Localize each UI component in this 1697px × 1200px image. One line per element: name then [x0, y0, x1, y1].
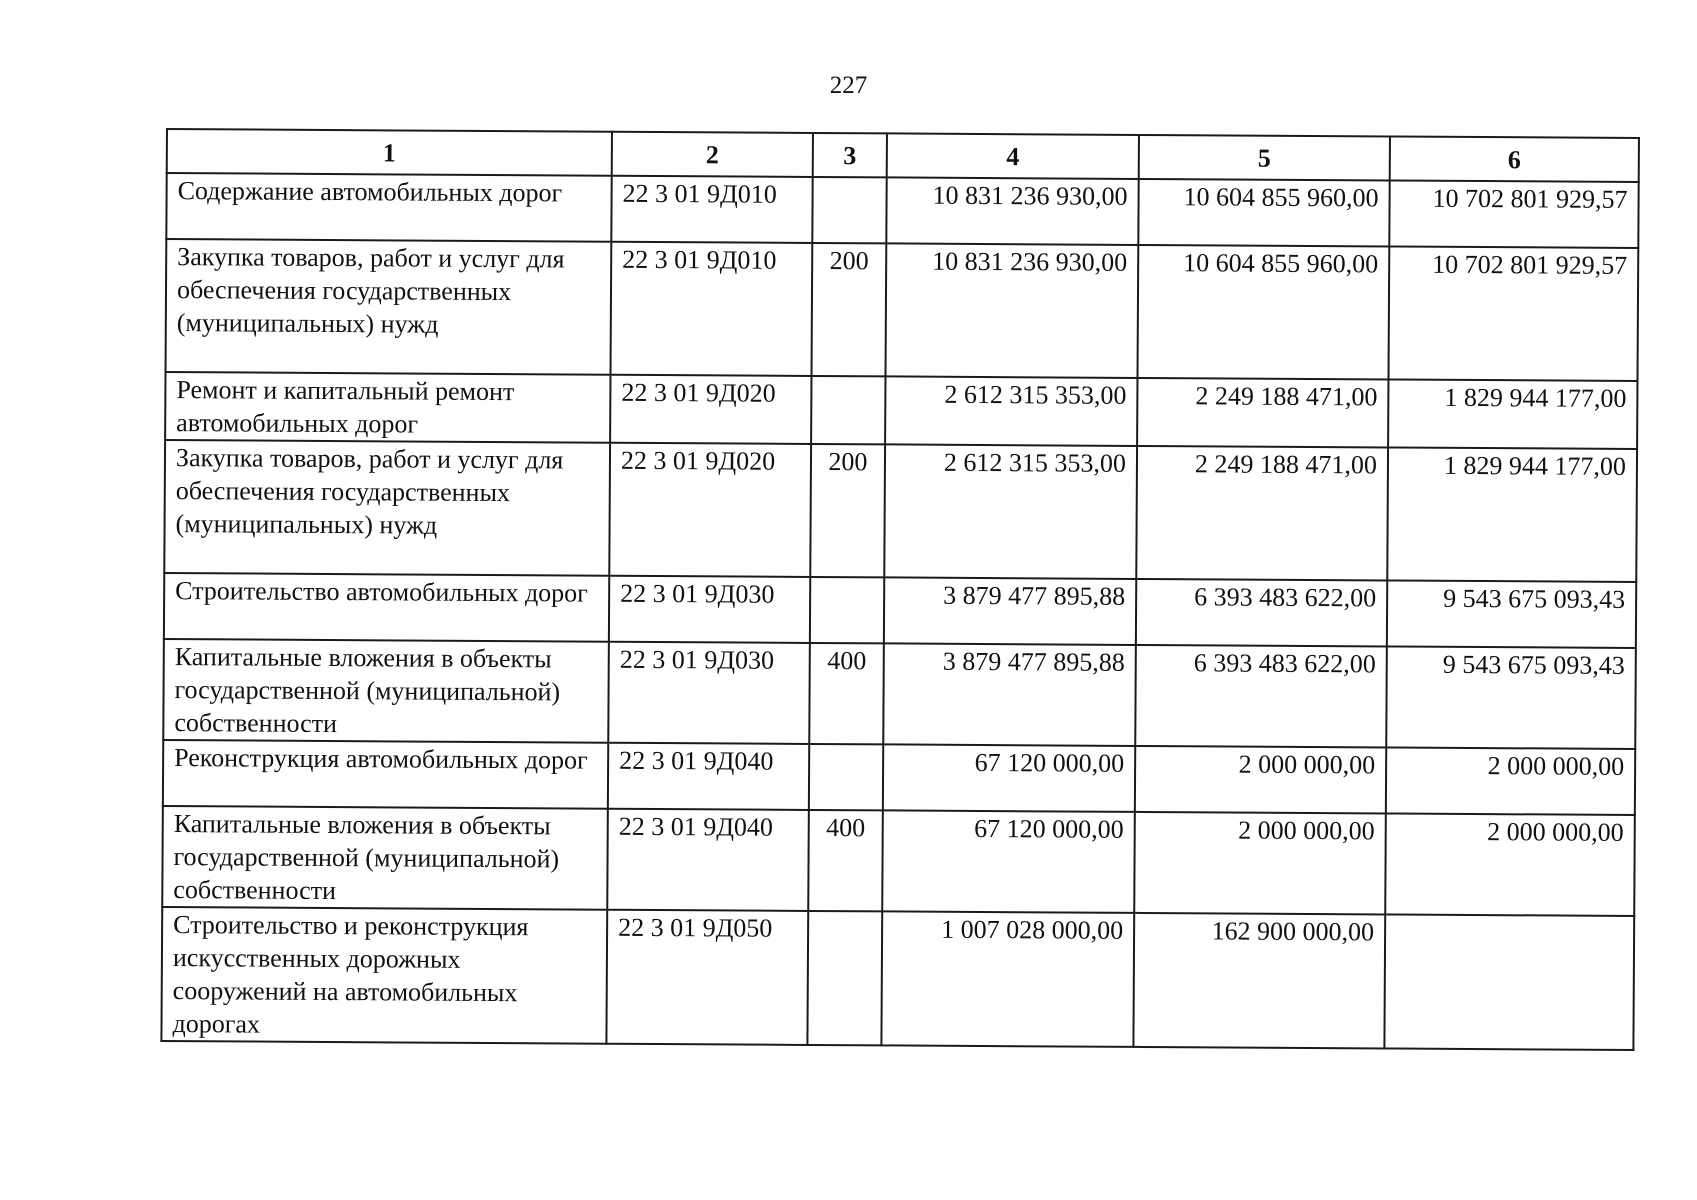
row-value-col-5: 6 393 483 622,00 — [1136, 579, 1387, 647]
row-value-col-6: 2 000 000,00 — [1385, 813, 1635, 916]
header-col-5: 5 — [1139, 135, 1390, 181]
row-value-col-6: 1 829 944 177,00 — [1387, 447, 1637, 582]
table-row — [166, 239, 1639, 381]
row-expense-type — [807, 911, 882, 1045]
row-value-col-4: 2 612 315 353,00 — [885, 376, 1137, 446]
row-name: Реконструкция автомобильных дорог — [163, 740, 608, 809]
row-expense-type — [812, 177, 886, 243]
row-expense-type: 400 — [809, 643, 884, 744]
row-value-col-5: 10 604 855 960,00 — [1138, 179, 1389, 247]
row-value-col-5: 2 249 188 471,00 — [1137, 378, 1388, 448]
row-expense-type — [810, 577, 884, 643]
row-code: 22 3 01 9Д020 — [609, 443, 811, 577]
row-name: Строительство и реконструкция искусственных дорожных сооружений на автомобильных дорогах — [161, 907, 607, 1044]
header-col-6: 6 — [1390, 136, 1639, 182]
row-value-col-4: 67 120 000,00 — [883, 744, 1135, 812]
row-value-col-4: 10 831 236 930,00 — [885, 243, 1138, 378]
row-code: 22 3 01 9Д040 — [607, 809, 809, 911]
table-row — [163, 740, 1635, 815]
row-name: Капитальные вложения в объекты государственной (муниципальной) собственности — [162, 806, 608, 910]
row-code: 22 3 01 9Д020 — [610, 375, 811, 444]
table-row — [164, 440, 1637, 582]
row-expense-type: 400 — [808, 810, 883, 911]
row-expense-type — [809, 744, 883, 810]
row-expense-type: 200 — [810, 444, 885, 577]
row-name: Содержание автомобильных дорог — [166, 173, 611, 242]
table-row — [165, 372, 1637, 449]
row-value-col-5: 6 393 483 622,00 — [1135, 645, 1387, 748]
row-value-col-6: 2 000 000,00 — [1386, 747, 1635, 815]
row-name: Ремонт и капитальный ремонт автомобильных дорог — [165, 372, 610, 443]
row-code: 22 3 01 9Д010 — [611, 242, 813, 376]
table-row — [161, 907, 1634, 1050]
row-value-col-6 — [1384, 914, 1634, 1050]
header-col-2: 2 — [612, 132, 813, 177]
row-value-col-4: 3 879 477 895,88 — [883, 643, 1136, 746]
row-name: Закупка товаров, работ и услуг для обеспечения государственных (муниципальных) нужд — [164, 440, 610, 576]
header-col-1: 1 — [167, 129, 612, 176]
row-value-col-4: 10 831 236 930,00 — [886, 177, 1138, 245]
row-name: Капитальные вложения в объекты государственной (муниципальной) собственности — [163, 639, 609, 743]
row-value-col-6: 1 829 944 177,00 — [1388, 379, 1637, 449]
page-number: 227 — [829, 72, 868, 99]
table-row — [163, 639, 1636, 749]
row-value-col-5: 2 000 000,00 — [1134, 812, 1386, 915]
row-value-col-5: 2 000 000,00 — [1135, 746, 1386, 814]
row-expense-type — [811, 376, 885, 444]
row-value-col-6: 9 543 675 093,43 — [1387, 580, 1636, 648]
row-value-col-6: 10 702 801 929,57 — [1389, 180, 1638, 248]
row-code: 22 3 01 9Д040 — [608, 743, 809, 810]
row-value-col-4: 3 879 477 895,88 — [884, 577, 1136, 645]
row-value-col-4: 1 007 028 000,00 — [881, 911, 1134, 1047]
header-col-4: 4 — [887, 133, 1139, 179]
row-value-col-4: 67 120 000,00 — [882, 810, 1135, 913]
row-value-col-5: 162 900 000,00 — [1133, 913, 1385, 1049]
table-row — [162, 806, 1635, 916]
row-expense-type: 200 — [811, 243, 886, 376]
row-value-col-4: 2 612 315 353,00 — [884, 444, 1137, 579]
row-code: 22 3 01 9Д050 — [606, 910, 808, 1045]
budget-table — [160, 128, 1640, 1051]
row-value-col-5: 2 249 188 471,00 — [1136, 446, 1388, 581]
row-code: 22 3 01 9Д030 — [608, 642, 810, 744]
row-value-col-6: 10 702 801 929,57 — [1388, 246, 1638, 381]
row-value-col-6: 9 543 675 093,43 — [1386, 646, 1636, 749]
row-code: 22 3 01 9Д010 — [611, 176, 812, 243]
row-value-col-5: 10 604 855 960,00 — [1137, 245, 1389, 380]
table-row — [166, 173, 1638, 248]
header-col-3: 3 — [813, 133, 887, 177]
table-row — [164, 573, 1636, 648]
row-name: Закупка товаров, работ и услуг для обеспечения государственных (муниципальных) нужд — [166, 239, 612, 375]
row-code: 22 3 01 9Д030 — [609, 576, 810, 643]
row-name: Строительство автомобильных дорог — [164, 573, 609, 642]
